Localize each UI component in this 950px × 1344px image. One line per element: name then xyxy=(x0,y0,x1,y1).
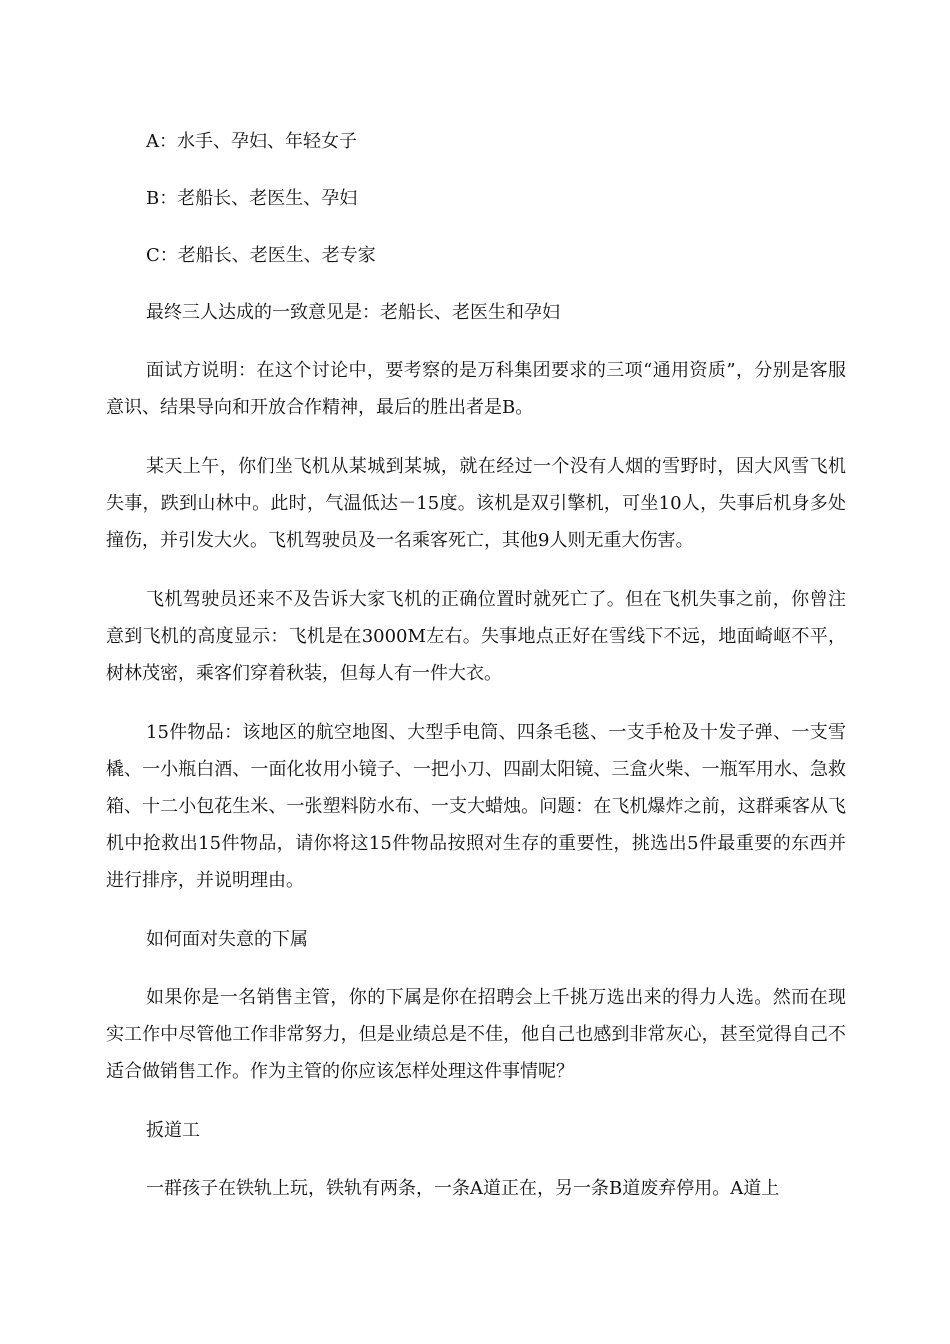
paragraph-option-b: B：老船长、老医生、孕妇 xyxy=(146,188,358,209)
paragraph-sales-manager-question: 如果你是一名销售主管，你的下属是你在招聘会上千挑万选出来的得力人选。然而在现实工作中尽管他工作非常努力，但是业绩总是不佳，他自己也感到非常灰心，甚至觉得自己不适合做销售工作。作为主管的你应该怎样处理这件事情呢？ xyxy=(106,987,846,1082)
paragraph-option-c: C：老船长、老医生、老专家 xyxy=(146,245,376,266)
paragraph-plane-altitude: 飞机驾驶员还来不及告诉大家飞机的正确位置时就死亡了。但在飞机失事之前，你曾注意到飞机的高度显示：飞机是在3000M左右。失事地点正好在雪线下不远，地面崎岖不平，树林茂密，乘客们穿着秋装，但每人有一件大衣。 xyxy=(106,589,846,684)
paragraph-option-a: A：水手、孕妇、年轻女子 xyxy=(146,131,357,152)
paragraph-fifteen-items: 15件物品：该地区的航空地图、大型手电筒、四条毛毯、一支手枪及十发子弹、一支雪橇、一小瓶白酒、一面化妆用小镜子、一把小刀、四副太阳镜、三盒火柴、一瓶军用水、急救箱、十二小包花生米、一张塑料防水布、一支大蜡烛。问题：在飞机爆炸之前，这群乘客从飞机中抢救出15件物品，请你将这15件物品按照对生存的重要性，挑选出5件最重要的东西并进行排序，并说明理由。 xyxy=(106,722,846,891)
document-body xyxy=(106,123,846,1207)
paragraph-plane-crash-scenario: 某天上午，你们坐飞机从某城到某城，就在经过一个没有人烟的雪野时，因大风雪飞机失事，跌到山林中。此时，气温低达－15度。该机是双引擎机，可坐10人，失事后机身多处撞伤，并引发大火。飞机驾驶员及一名乘客死亡，其他9人则无重大伤害。 xyxy=(106,456,846,551)
paragraph-interviewer-note: 面试方说明：在这个讨论中，要考察的是万科集团要求的三项“通用资质”，分别是客服意识、结果导向和开放合作精神，最后的胜出者是B。 xyxy=(106,360,846,418)
section-heading-frustrated-subordinate: 如何面对失意的下属 xyxy=(146,929,308,950)
paragraph-consensus: 最终三人达成的一致意见是：老船长、老医生和孕妇 xyxy=(146,302,560,323)
section-heading-switchman: 扳道工 xyxy=(146,1120,200,1141)
paragraph-railway-scenario: 一群孩子在铁轨上玩，铁轨有两条，一条A道正在，另一条B道废弃停用。A道上 xyxy=(146,1178,780,1199)
